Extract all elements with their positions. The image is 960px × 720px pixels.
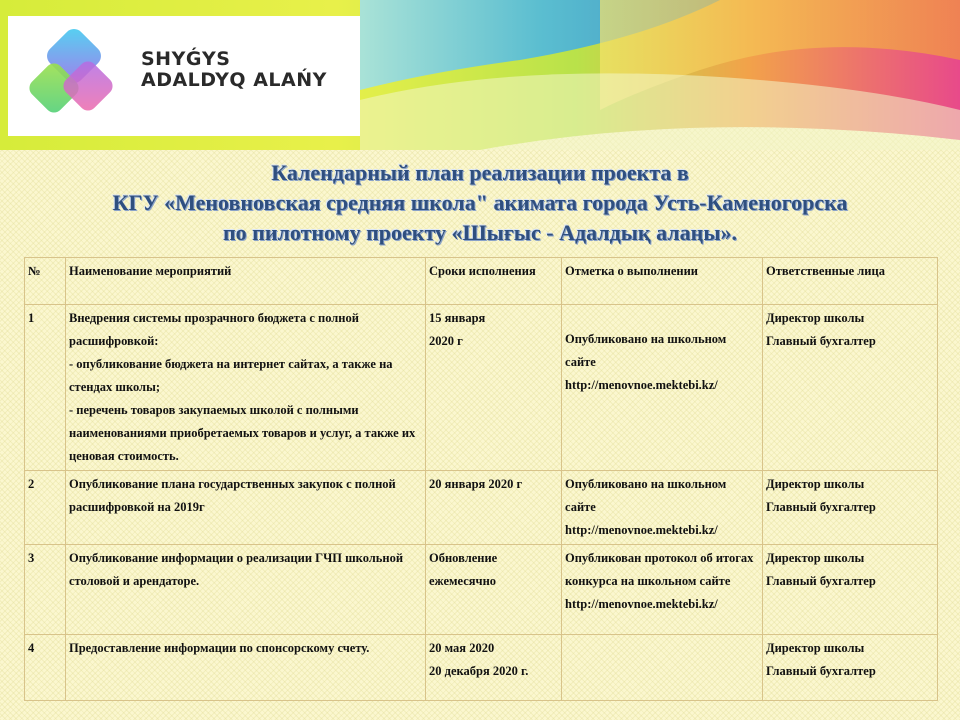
row-number: 1 xyxy=(25,305,66,471)
row-status xyxy=(562,635,763,701)
page-title xyxy=(0,158,960,248)
logo xyxy=(8,16,360,136)
row-responsible: Директор школы Главный бухгалтер xyxy=(763,545,938,635)
row-deadline: 20 мая 2020 20 декабря 2020 г. xyxy=(426,635,562,701)
table-row xyxy=(25,305,938,471)
row-number: 4 xyxy=(25,635,66,701)
row-status: Опубликовано на школьном сайте http://menovnoe.mektebi.kz/ xyxy=(562,471,763,545)
title-line-1: Календарный план реализации проекта в xyxy=(271,160,689,185)
header-status: Отметка о выполнении xyxy=(562,258,763,305)
title-line-3: по пилотному проекту «Шығыс - Адалдық алаңы». xyxy=(222,220,737,245)
logo-line-2: ADALDYQ ALAŃY xyxy=(141,69,327,91)
row-responsible: Директор школы Главный бухгалтер xyxy=(763,305,938,471)
row-activity: Опубликование информации о реализации ГЧП школьной столовой и арендаторе. xyxy=(66,545,426,635)
table-header-row xyxy=(25,258,938,305)
logo-line-1: SHYǴYS xyxy=(141,48,231,70)
plan-table xyxy=(24,257,938,701)
table-row xyxy=(25,545,938,635)
row-deadline: 15 января 2020 г xyxy=(426,305,562,471)
table-row xyxy=(25,471,938,545)
row-activity: Предоставление информации по спонсорскому счету. xyxy=(66,635,426,701)
table-row xyxy=(25,635,938,701)
row-number: 3 xyxy=(25,545,66,635)
row-number: 2 xyxy=(25,471,66,545)
logo-mark-icon xyxy=(22,26,132,126)
header-deadline: Сроки исполнения xyxy=(426,258,562,305)
row-activity: Опубликование плана государственных закупок с полной расшифровкой на 2019г xyxy=(66,471,426,545)
row-deadline: Обновление ежемесячно xyxy=(426,545,562,635)
row-status: Опубликовано на школьном сайте http://menovnoe.mektebi.kz/ xyxy=(562,305,763,471)
row-status: Опубликован протокол об итогах конкурса на школьном сайте http://menovnoe.mektebi.kz/ xyxy=(562,545,763,635)
row-responsible: Директор школы Главный бухгалтер xyxy=(763,635,938,701)
header-number: № xyxy=(25,258,66,305)
row-deadline: 20 января 2020 г xyxy=(426,471,562,545)
header-responsible: Ответственные лица xyxy=(763,258,938,305)
header-activity: Наименование мероприятий xyxy=(66,258,426,305)
title-line-2: КГУ «Меновновская средняя школа" акимата города Усть-Каменогорска xyxy=(112,190,848,215)
row-responsible: Директор школы Главный бухгалтер xyxy=(763,471,938,545)
row-activity: Внедрения системы прозрачного бюджета с полной расшифровкой: - опубликование бюджета на интернет сайтах, а также на стендах школы; - перечень товаров закупаемых школой с полными наименованиями приобретаемых товаров и услуг, а также их ценовая стоимость. xyxy=(66,305,426,471)
logo-wordmark xyxy=(141,49,327,91)
